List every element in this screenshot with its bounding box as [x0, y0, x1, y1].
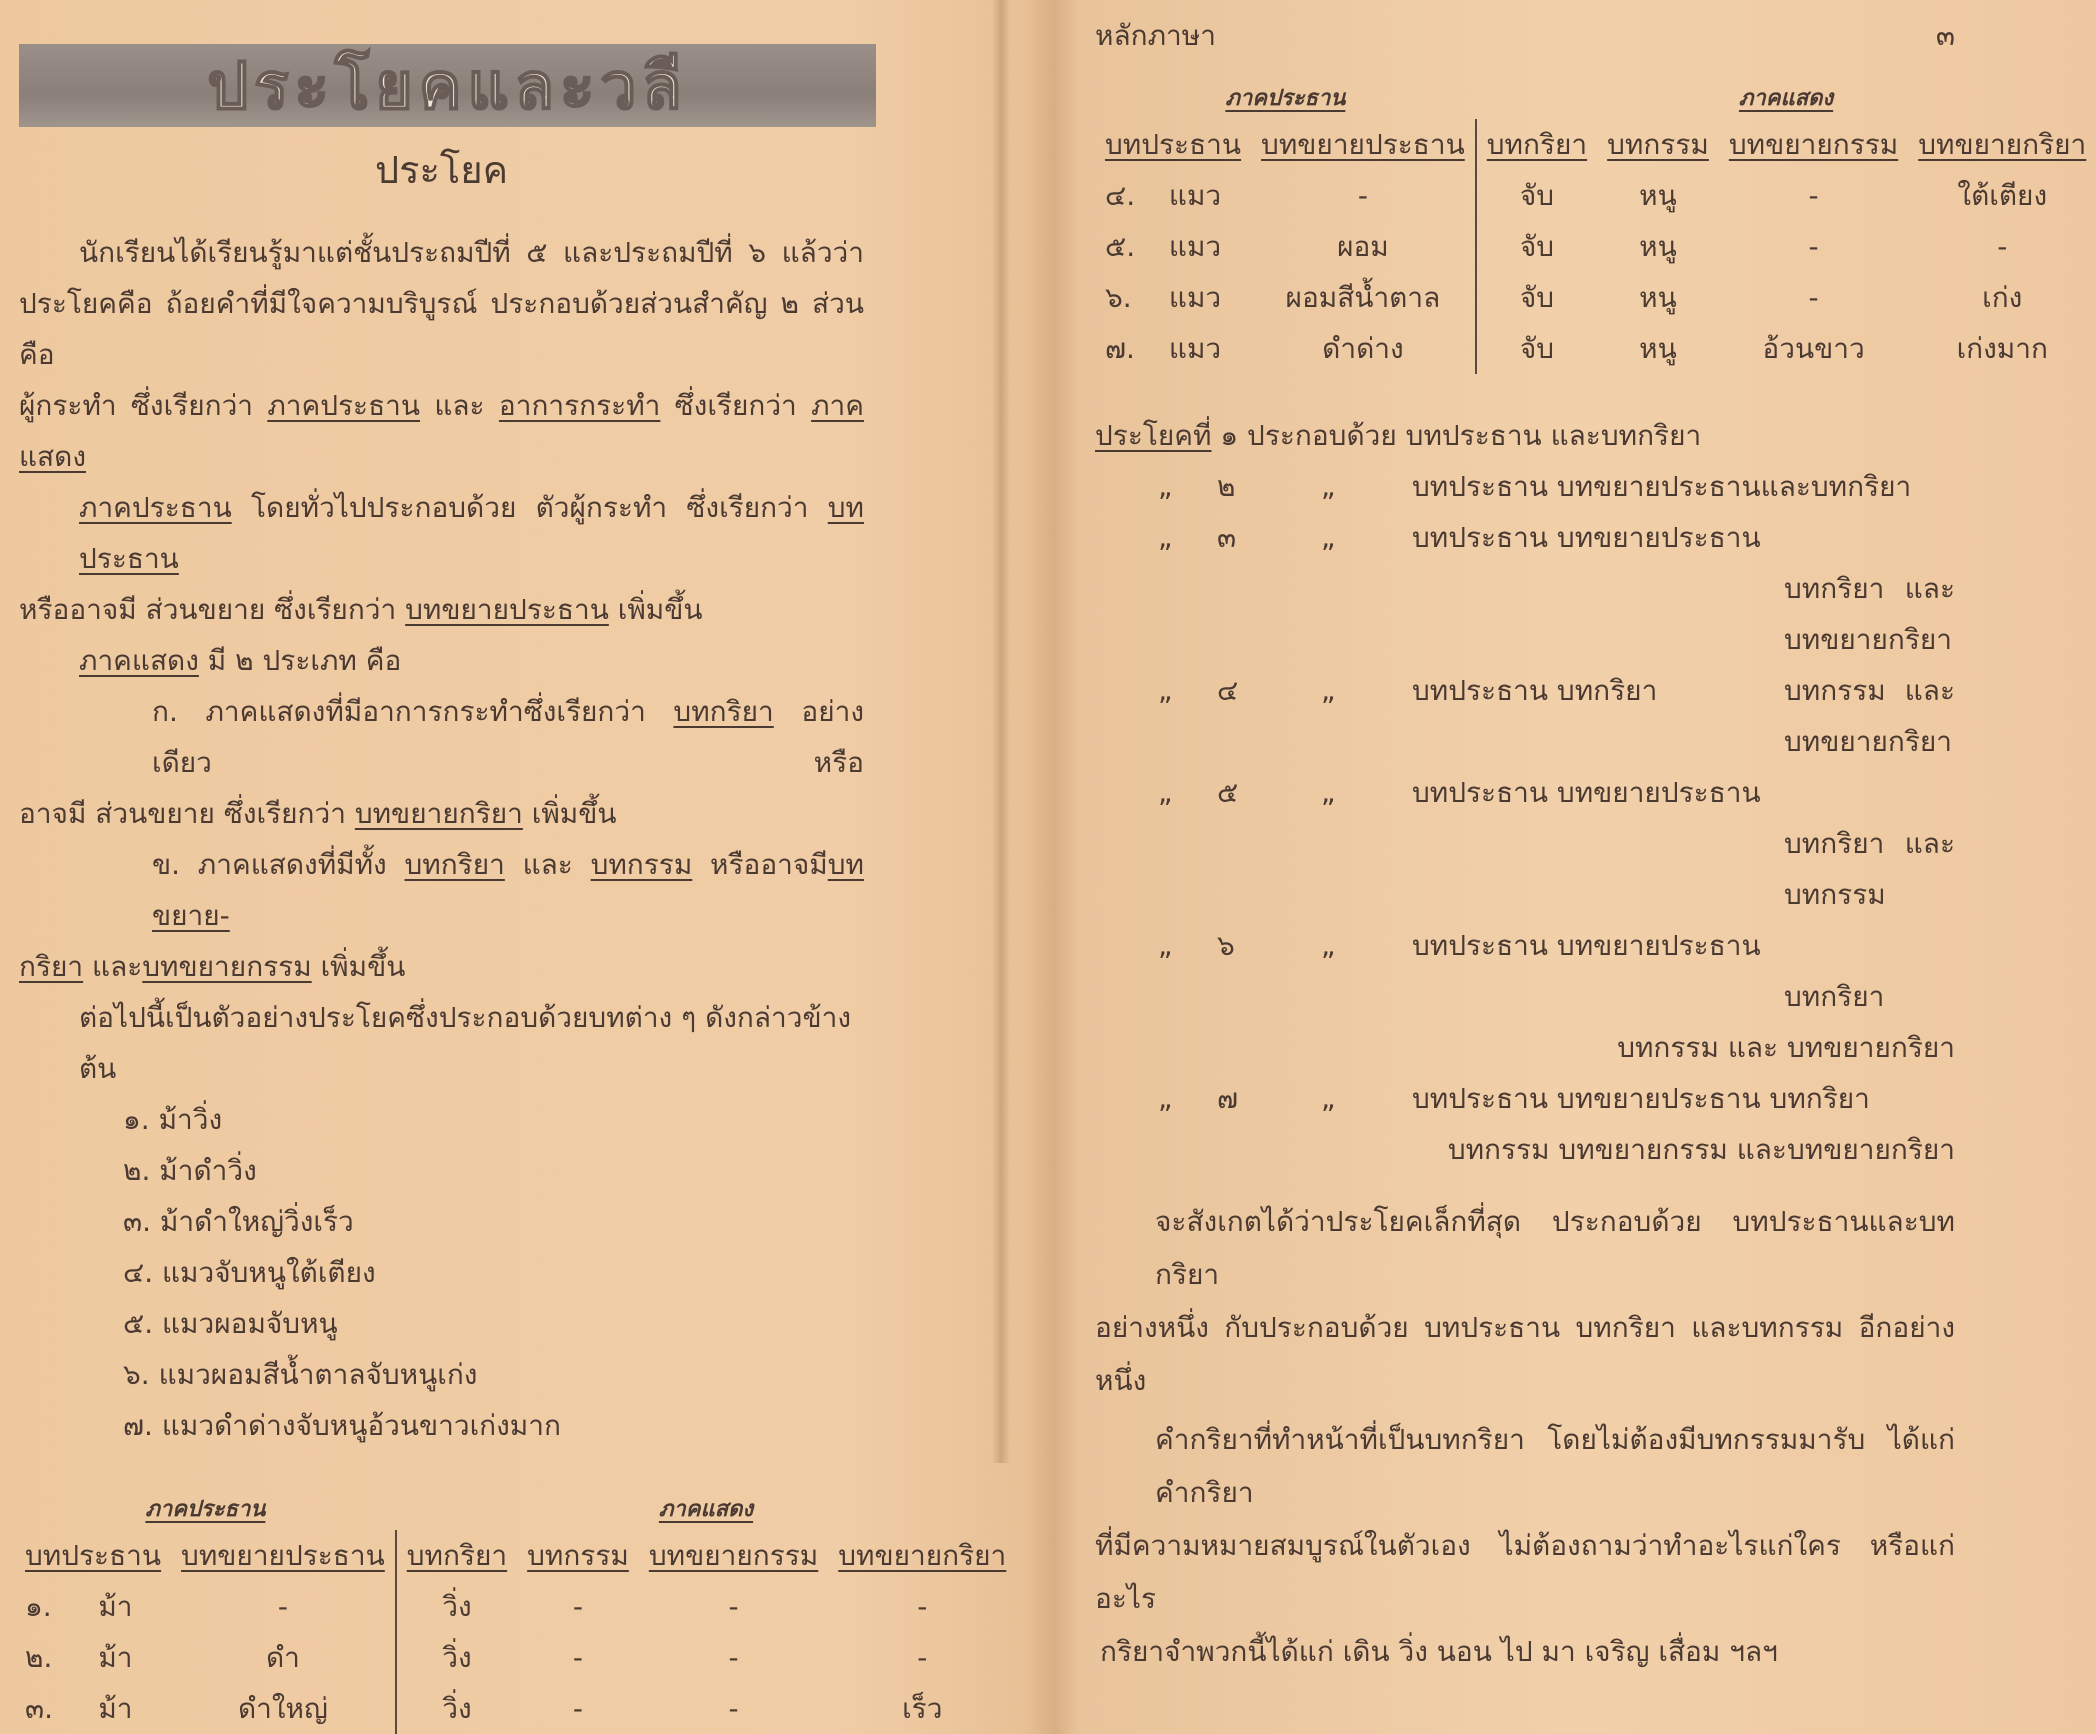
paragraph-line [19, 278, 864, 380]
paragraph-line [19, 635, 864, 686]
group-header-predicate: ภาคแสดง [658, 1497, 754, 1522]
text-segment: ซึ่งเรียกว่า [660, 389, 812, 422]
ditto-mark: „ [1321, 929, 1336, 962]
sentence-number: ๗ [1217, 1082, 1239, 1115]
table-cell: - [1997, 230, 2008, 263]
column-header: บทกรรม [1607, 128, 1709, 161]
table-cell: วิ่ง [396, 1683, 517, 1734]
group-header-predicate: ภาคแสดง [1738, 86, 1834, 111]
underlined-term: บทขยาย- [152, 848, 864, 932]
paragraph-line: อย่างหนึ่ง กับประกอบด้วย บทประธาน บทกริยา และบทกรรม อีกอย่าง [1095, 1311, 1955, 1344]
column-header: บทประธาน [25, 1539, 162, 1572]
example-item: ๓. ม้าดำใหญ่วิ่งเร็ว [123, 1205, 354, 1238]
column-header: บทขยายกริยา [1918, 128, 2087, 161]
table-cell: - [572, 1590, 584, 1623]
table-cell: จับ [1476, 170, 1597, 221]
ditto-mark: „ [1321, 776, 1336, 809]
sentence-desc-continued: บทกรรม [1784, 878, 1886, 911]
section-title: ประโยค [374, 148, 509, 192]
text-segment: เพิ่มขึ้น [522, 797, 617, 830]
ditto-mark: „ [1321, 470, 1336, 503]
sentence-desc: บทกริยา และ [1784, 827, 1955, 860]
paragraph-line: ที่มีความหมายสมบูรณ์ในตัวเอง ไม่ต้องถามว่าทำอะไรแก่ใคร หรือแก่อะไร [1095, 1529, 1955, 1615]
sentence-desc: ๑ ประกอบด้วย บทประธาน และบทกริยา [1211, 419, 1702, 452]
text-segment: อาจมี ส่วนขยาย ซึ่งเรียกว่า [19, 797, 355, 830]
left-table-body [15, 1581, 1016, 1734]
table-cell: จับ [1476, 272, 1597, 323]
sentence-desc: บทประธาน บทขยายประธาน บทกริยา [1412, 1082, 1870, 1115]
table-cell: ๒. [25, 1641, 53, 1674]
paragraph-line [19, 482, 864, 584]
table-cell: แมว [1168, 179, 1222, 212]
table-cell: ๑. [25, 1590, 52, 1623]
table-cell: ม้า [98, 1641, 133, 1674]
underlined-term: ภาคประธาน [267, 389, 421, 422]
underlined-term: ภาคแสดง [19, 389, 864, 473]
table-cell: ผอม [1337, 230, 1389, 263]
text-segment: หรืออาจมี [692, 848, 828, 881]
table-cell: หนู [1639, 179, 1677, 212]
example-item: ๔. แมวจับหนูใต้เตียง [123, 1256, 376, 1289]
underlined-term: บทขยายกริยา [354, 797, 523, 830]
text-segment: ประโยคคือ ถ้อยคำที่มีใจความบริบูรณ์ ประกอบด้วยส่วนสำคัญ ๒ ส่วน คือ [19, 287, 864, 371]
right-table-body [1095, 170, 2096, 374]
table-cell: หนู [1639, 230, 1677, 263]
column-header: บทกริยา [1486, 128, 1588, 161]
spacer [1095, 461, 1158, 512]
table-cell: - [1808, 281, 1819, 314]
underlined-term: กริยา [19, 950, 84, 983]
ditto-mark: „ [1321, 521, 1336, 554]
table-cell: ๕. [1105, 230, 1136, 263]
column-header: บทกริยา [406, 1539, 508, 1572]
text-segment: ข. ภาคแสดงที่มีทั้ง [152, 848, 405, 881]
paragraph-line: คำกริยาที่ทำหน้าที่เป็นบทกริยา โดยไม่ต้องมีบทกรรมมารับ ได้แก่คำกริยา [1155, 1423, 1955, 1509]
sentence-desc: บทประธาน บทขยายประธาน [1412, 929, 1761, 962]
table-cell: ม้า [98, 1590, 133, 1623]
column-header: บทขยายกรรม [648, 1539, 819, 1572]
text-segment: และ [83, 950, 143, 983]
text-segment: นักเรียนได้เรียนรู้มาแต่ชั้นประถมปีที่ ๕ และประถมปีที่ ๖ แล้วว่า [79, 236, 864, 269]
paragraph-line [19, 788, 864, 839]
sentence-type-row [1095, 461, 1955, 512]
column-header: บทขยายกริยา [838, 1539, 1007, 1572]
example-item: ๒. ม้าดำวิ่ง [123, 1154, 257, 1187]
sentence-type-row [1095, 920, 1955, 1073]
table-cell: - [1357, 179, 1368, 212]
table-cell: หนู [1639, 332, 1677, 365]
text-segment: ต่อไปนี้เป็นตัวอย่างประโยคซึ่งประกอบด้วยบทต่าง ๆ ดังกล่าวข้างต้น [79, 1001, 852, 1085]
underlined-term: บทกริยา [673, 695, 774, 728]
explanation [1095, 1195, 1955, 1678]
sentence-number: ๓ [1217, 521, 1237, 554]
text-segment: ผู้กระทำ ซึ่งเรียกว่า [19, 389, 268, 422]
table-cell: ใต้เตียง [1957, 179, 2048, 212]
example-item: ๑. ม้าวิ่ง [123, 1103, 223, 1136]
sentence-body [1412, 1073, 1955, 1124]
spacer [1095, 920, 1158, 1022]
sentence-desc: บทประธาน บทขยายประธานและบทกริยา [1412, 470, 1912, 503]
column-header: บทกรรม [527, 1539, 629, 1572]
ditto-mark: „ [1158, 674, 1173, 707]
table-cell: วิ่ง [396, 1581, 517, 1632]
underlined-term: อาการกระทำ [498, 389, 661, 422]
table-cell: อ้วนขาว [1762, 332, 1865, 365]
sentence-body [1412, 665, 1955, 716]
sentence-desc: บทประธาน บทกริยา [1412, 674, 1658, 707]
ditto-mark: „ [1321, 1082, 1336, 1115]
underlined-term: ภาคประธาน [79, 491, 232, 524]
table-cell: ดำด่าง [1322, 332, 1404, 365]
paragraph-line [19, 839, 864, 941]
table-row [1095, 170, 2096, 221]
sentence-number: ๔ [1217, 674, 1239, 707]
sentence-desc: บทประธาน บทขยายประธาน [1412, 776, 1761, 809]
right-sentence-table [1095, 76, 2096, 374]
text-segment: อย่างเดียว หรือ [152, 695, 864, 779]
column-header: บทขยายประธาน [181, 1539, 385, 1572]
sentence-type-row [1095, 1073, 1955, 1175]
example-item: ๕. แมวผอมจับหนู [123, 1307, 338, 1340]
table-row [15, 1581, 1016, 1632]
text-segment: โดยทั่วไปประกอบด้วย ตัวผู้กระทำ ซึ่งเรียกว่า [231, 491, 828, 524]
text-segment: เพิ่มขึ้น [608, 593, 703, 626]
table-cell: จับ [1476, 323, 1597, 374]
sentence-desc-continued: บทขยายกริยา [1784, 623, 1953, 656]
text-segment: ก. ภาคแสดงที่มีอาการกระทำซึ่งเรียกว่า [152, 695, 674, 728]
table-cell: ๔. [1105, 179, 1136, 212]
table-cell: ดำ [265, 1641, 300, 1674]
table-cell: จับ [1476, 221, 1597, 272]
table-cell: แมว [1168, 332, 1222, 365]
spacer [1095, 512, 1158, 614]
sentence-desc-continued: บทกรรม บทขยายกรรม และบทขยายกริยา [1447, 1133, 1955, 1166]
sentence-body [1412, 920, 1955, 1022]
group-header-subject: ภาคประธาน [145, 1497, 266, 1522]
sentence-desc: บทประธาน บทขยายประธาน [1412, 521, 1761, 554]
text-segment: มี ๒ ประเภท คือ [198, 644, 402, 677]
table-cell: - [277, 1590, 288, 1623]
chapter-title: ประโยคและวลี [207, 49, 688, 124]
column-header: บทขยายกรรม [1728, 128, 1899, 161]
table-cell: - [728, 1692, 739, 1725]
sentence-number: ๒ [1217, 470, 1236, 503]
table-cell: หนู [1639, 281, 1677, 314]
table-row [1095, 323, 2096, 374]
sentence-desc: บทกรรม และ [1784, 674, 1955, 707]
sentence-type-row [1095, 767, 1955, 920]
table-cell: ๓. [25, 1692, 54, 1725]
sentence-body [1412, 767, 1955, 869]
table-cell: - [728, 1590, 739, 1623]
table-cell: เร็ว [902, 1692, 943, 1725]
underlined-term: บทกรรม [590, 848, 693, 881]
table-cell: แมว [1168, 230, 1222, 263]
text-segment: เพิ่มขึ้น [311, 950, 406, 983]
table-cell: ๖. [1105, 281, 1132, 314]
text-segment: และ [420, 389, 499, 422]
sentence-body [1412, 512, 1955, 614]
paragraph-line [19, 992, 864, 1094]
underlined-term: บทกริยา [404, 848, 505, 881]
sentence-number: ๖ [1217, 929, 1235, 962]
table-cell: - [917, 1641, 928, 1674]
table-cell: วิ่ง [396, 1632, 517, 1683]
ditto-mark: „ [1158, 1082, 1173, 1115]
table-cell: ๗. [1105, 332, 1135, 365]
table-cell: แมว [1168, 281, 1222, 314]
chapter-banner [19, 44, 876, 127]
sentence-type-row [1095, 512, 1955, 665]
sentence-body [1412, 461, 1955, 512]
paragraph-line [19, 227, 864, 278]
table-row [15, 1632, 1016, 1683]
spacer [1095, 1073, 1158, 1124]
table-cell: ม้า [98, 1692, 133, 1725]
ditto-mark: „ [1158, 470, 1173, 503]
sentence-type-row [1095, 665, 1955, 767]
table-cell: - [917, 1590, 928, 1623]
page-header [1095, 14, 1955, 58]
ditto-mark: „ [1158, 929, 1173, 962]
paragraph-line: หนึ่ง [1095, 1364, 1147, 1397]
right-page [1095, 14, 2087, 1678]
group-header-subject: ภาคประธาน [1225, 86, 1346, 111]
running-head: หลักภาษา [1095, 19, 1216, 52]
table-cell: - [572, 1692, 584, 1725]
paragraph-line [19, 584, 864, 635]
table-cell: - [728, 1641, 739, 1674]
sentence-types [1095, 461, 1955, 1175]
sentence-desc: บทกริยา [1784, 980, 1885, 1013]
text-segment: และ [504, 848, 591, 881]
text-segment: หรืออาจมี ส่วนขยาย ซึ่งเรียกว่า [19, 593, 406, 626]
paragraph-line: กริยาจำพวกนี้ได้แก่ เดิน วิ่ง นอน ไป มา เจริญ เสื่อม ฯลฯ [1100, 1635, 1778, 1668]
sentence-desc-continued: บทกรรม และ บทขยายกริยา [1617, 1031, 1955, 1064]
example-item: ๖. แมวผอมสีน้ำตาลจับหนูเก่ง [123, 1358, 478, 1391]
ditto-mark: „ [1158, 776, 1173, 809]
spacer [1095, 665, 1158, 716]
table-cell: เก่งมาก [1956, 332, 2048, 365]
table-row [15, 1683, 1016, 1734]
underlined-term: ภาคแสดง [79, 644, 199, 677]
sentence-number: ๕ [1217, 776, 1239, 809]
paragraph-line [19, 380, 864, 482]
sentence-label: ประโยคที่ [1095, 419, 1212, 452]
sentence-desc: บทกริยา และ [1784, 572, 1955, 605]
book-spine [992, 0, 1010, 1463]
underlined-term: บทขยายกรรม [142, 950, 312, 983]
table-row [1095, 221, 2096, 272]
underlined-term: บทประธาน [79, 491, 864, 575]
ditto-mark: „ [1158, 521, 1173, 554]
sentence-desc-continued: บทขยายกริยา [1784, 725, 1953, 758]
left-page [19, 140, 1007, 1734]
table-cell: - [1808, 230, 1819, 263]
underlined-term: บทขยายประธาน [405, 593, 609, 626]
column-header: บทขยายประธาน [1261, 128, 1465, 161]
spacer [1095, 767, 1158, 869]
paragraph-line: จะสังเกตได้ว่าประโยคเล็กที่สุด ประกอบด้วย บทประธานและบทกริยา [1155, 1205, 1955, 1291]
table-row [1095, 272, 2096, 323]
table-cell: เก่ง [1982, 281, 2023, 314]
paragraph-line [19, 941, 864, 992]
example-item: ๗. แมวดำด่างจับหนูอ้วนขาวเก่งมาก [123, 1409, 561, 1442]
table-cell: ดำใหญ่ [237, 1692, 328, 1725]
column-header: บทประธาน [1105, 128, 1242, 161]
ditto-mark: „ [1321, 674, 1336, 707]
sentence-type-1 [1095, 410, 1955, 461]
table-cell: - [1808, 179, 1819, 212]
left-sentence-table [15, 1487, 1016, 1734]
paragraph-line [19, 686, 864, 788]
table-cell: - [572, 1641, 584, 1674]
table-cell: ผอมสีน้ำตาล [1285, 281, 1441, 314]
page-number: ๓ [1935, 19, 1955, 52]
